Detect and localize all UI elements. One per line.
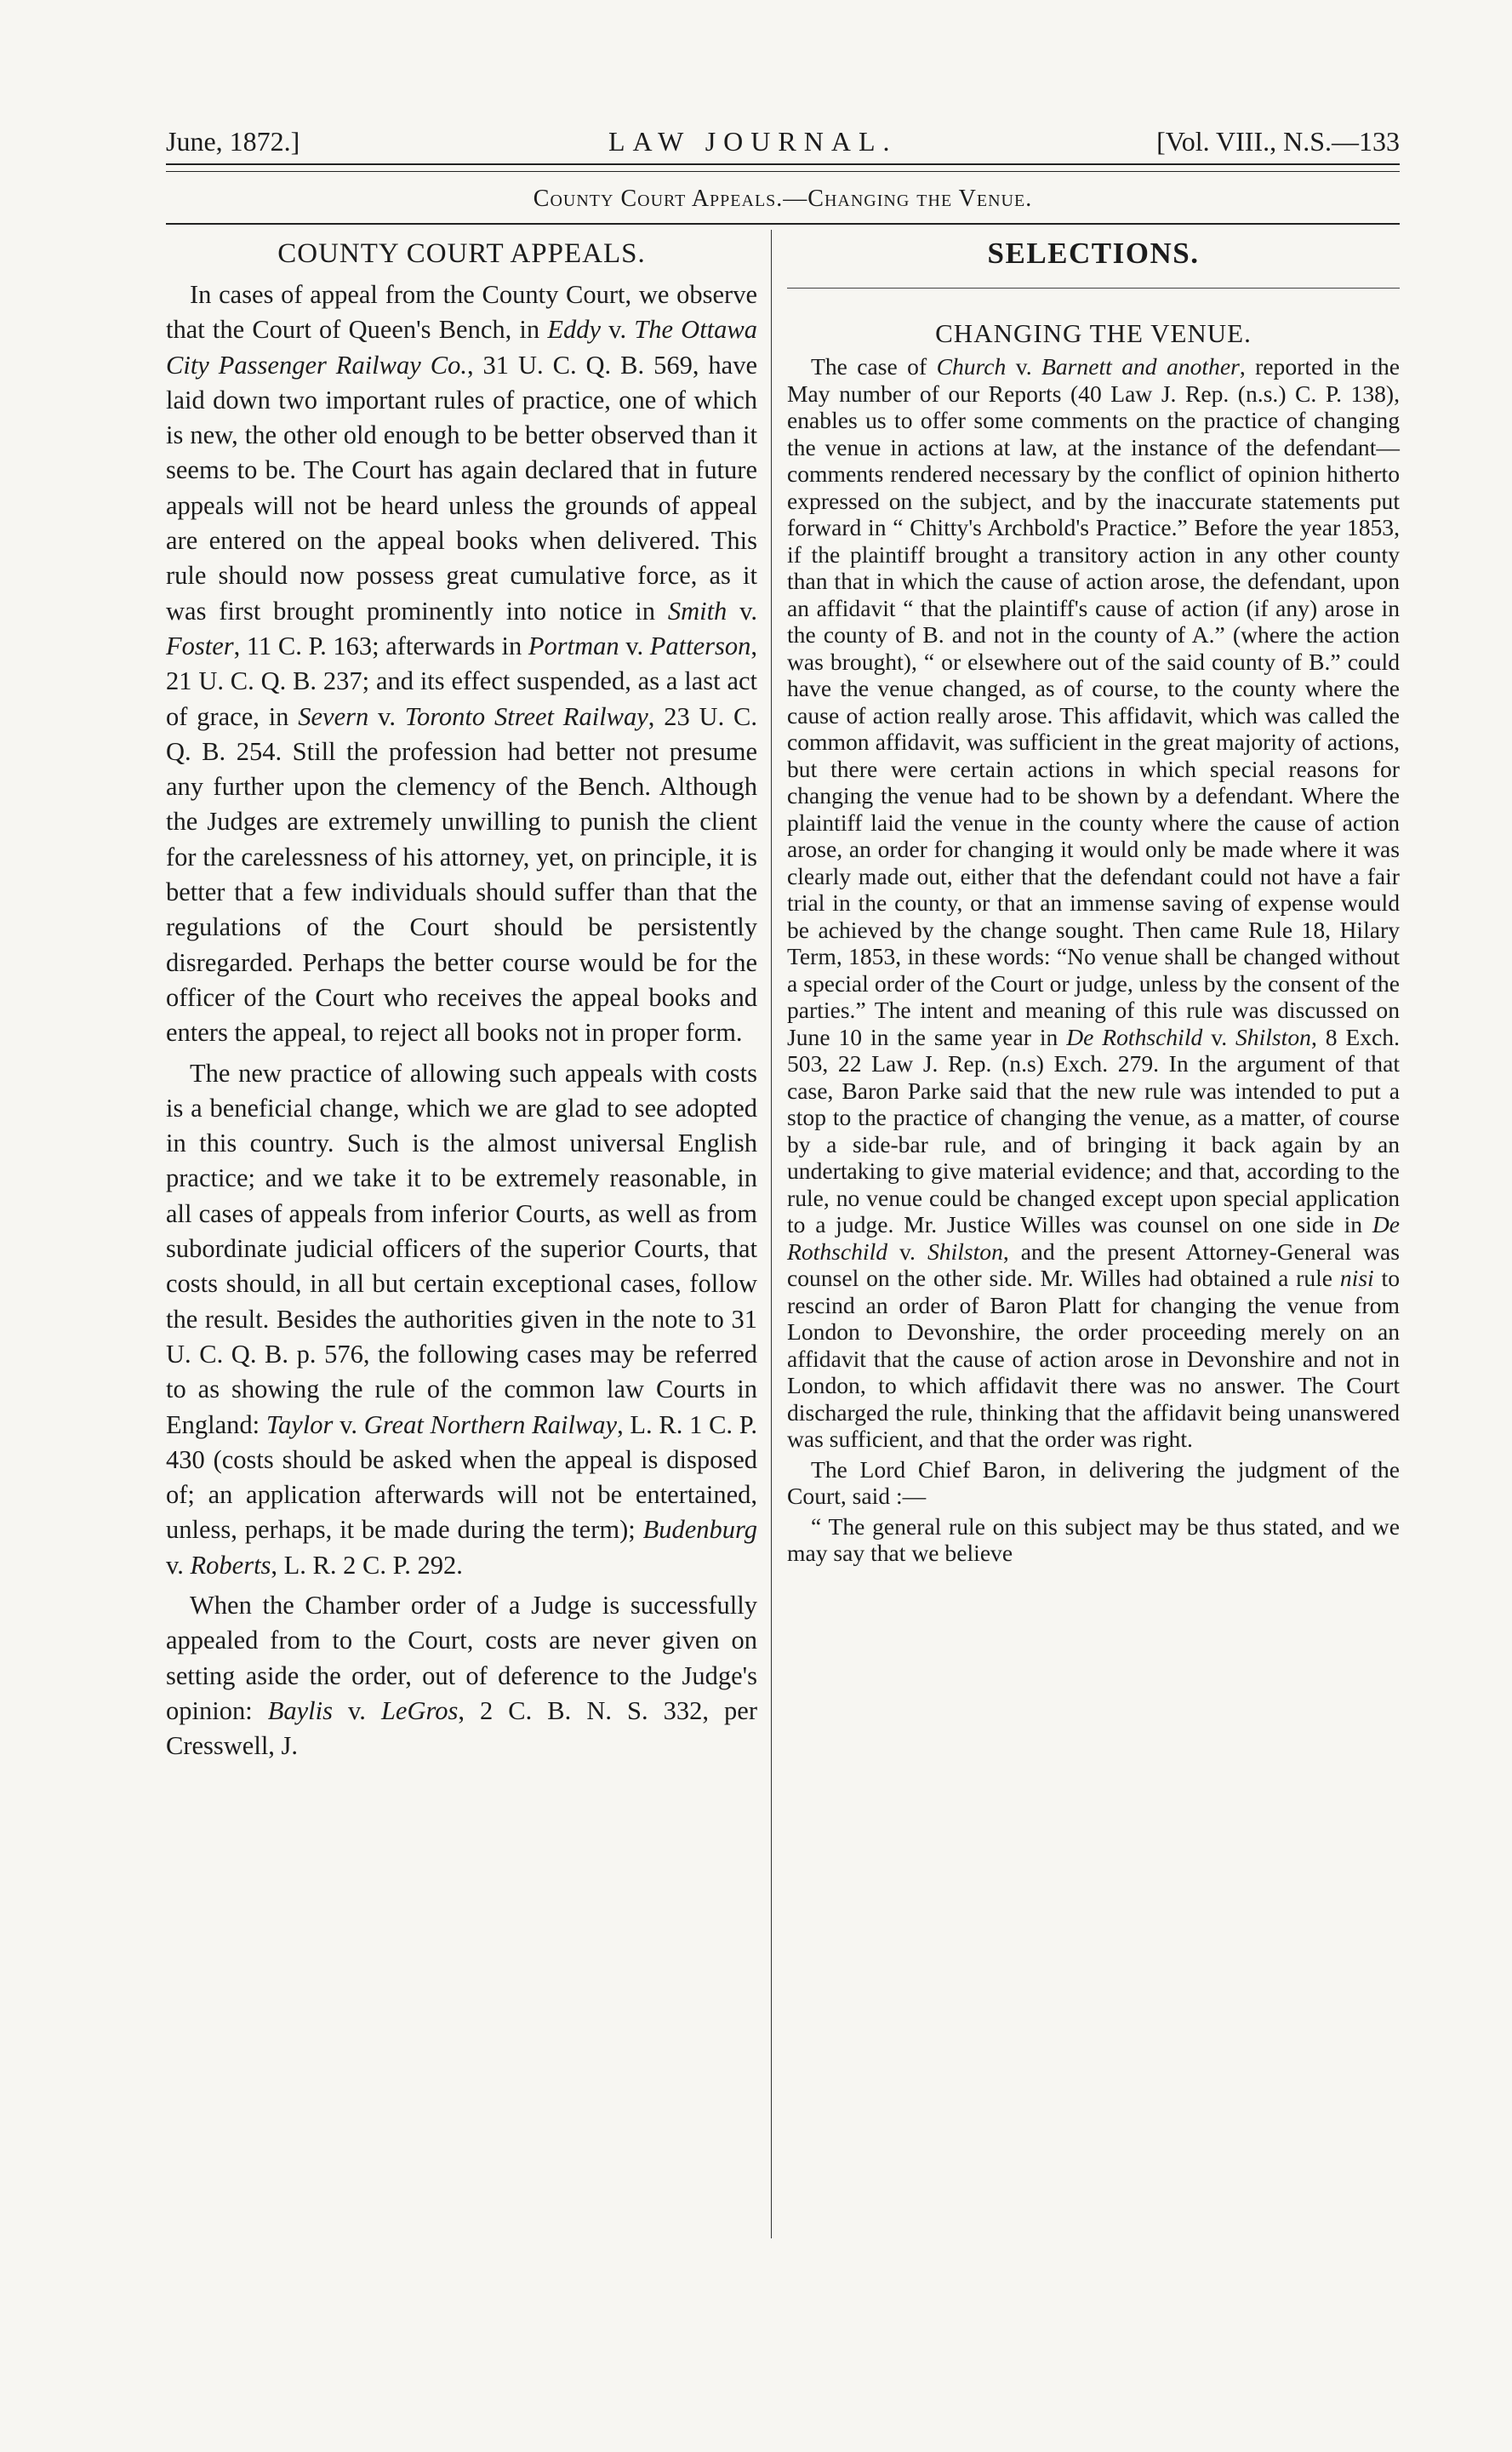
page-date: June, 1872.]	[166, 126, 300, 157]
paragraph: The case of Church v. Barnett and another, reported in the May number of our Reports (40 Law J. Rep. (n.s.) C. P. 138), enables us to offer some comments on the practice of changing the venue in actions at law, at the instance of the defendant—comments rendered necessary by the conflict of opinion hitherto expressed on the subject, and by the inaccurate statements put forward in “ Chitty's Archbold's Practice.” Before the year 1853, if the plaintiff brought a transitory action in any other county than that in which the cause of action arose, the defendant, upon an affidavit “ that the plaintiff's cause of action (if any) arose in the county of B. and not in the county of A.” (where the action was brought), “ or elsewhere out of the said county of B.” could have the venue changed, as of course, to the county where the cause of action really arose. This affidavit, which was called the common affidavit, was sufficient in the great majority of actions, but there were certain actions in which special reasons for changing the venue had to be shown by a defendant. Where the plaintiff laid the venue in the county where the cause of action arose, an order for changing it would only be made where it was clearly made out, either that the defendant could not have a fair trial in the county, or that an immense saving of expense would be achieved by the change sought. Then came Rule 18, Hilary Term, 1853, in these words: “No venue shall be changed without a special order of the Court or judge, unless by the consent of the parties.” The intent and meaning of this rule was discussed on June 10 in the same year in De Rothschild v. Shilston, 8 Exch. 503, 22 Law J. Rep. (n.s) Exch. 279. In the argument of that case, Baron Parke said that the new rule was intended to put a stop to the practice of changing the venue, as a matter, of course by a side-bar rule, and of bringing it back again by an undertaking to give material evidence; and that, according to the rule, no venue could be changed except upon special application to a judge. Mr. Justice Willes was counsel on one side in De Rothschild v. Shilston, and the present Attorney-General was counsel on the other side. Mr. Willes had obtained a rule nisi to rescind an order of Baron Platt for changing the venue from London to Devonshire, the order proceeding merely on an affidavit that the cause of action arose in Devonshire and not in London, to which affidavit there was no answer. The Court discharged the rule, thinking that the affidavit being unanswered was sufficient, and that the order was right.	[787, 353, 1401, 1452]
section-heading-selections: SELECTIONS.	[987, 237, 1200, 270]
left-column	[166, 231, 757, 1763]
paragraph: When the Chamber order of a Judge is successfully appealed from to the Court, costs are never given on setting aside the order, out of deference to the Judge's opinion: Baylis v. LeGros, 2 C. B. N. S. 332, per Cresswell, J.	[166, 1590, 757, 1761]
paragraph: In cases of appeal from the County Court, we observe that the Court of Queen's Bench, in Eddy v. The Ottawa City Passenger Railway Co., 31 U. C. Q. B. 569, have laid down two important rules of practice, one of which is new, the other old enough to be better observed than it seems to be. The Court has again declared that in future appeals will not be heard unless the grounds of appeal are entered on the appeal books when delivered. This rule should now possess great cumulative force, as it was first brought prominently into notice in Smith v. Foster, 11 C. P. 163; afterwards in Portman v. Patterson, 21 U. C. Q. B. 237; and its effect suspended, as a last act of grace, in Severn v. Toronto Street Railway, 23 U. C. Q. B. 254. Still the profession had better not presume any further upon the clemency of the Bench. Although the Judges are extremely unwilling to punish the client for the carelessness of his attorney, yet, on principle, it is better that a few individuals should suffer than that the regulations of the Court should be persistently disregarded. Perhaps the better course would be for the officer of the Court who receives the appeal books and enters the appeal, to reject all books not in proper form.	[166, 280, 757, 1048]
paragraph: “ The general rule on this subject may be thus stated, and we may say that we believe	[787, 1512, 1400, 1566]
heading-rule	[787, 288, 1400, 289]
article-heading-county-court-appeals: COUNTY COURT APPEALS.	[277, 238, 646, 269]
paragraph: The Lord Chief Baron, in delivering the judgment of the Court, said :—	[787, 1455, 1400, 1509]
header-rule	[166, 163, 1400, 172]
column-divider	[771, 230, 772, 2238]
volume-page-number: [Vol. VIII., N.S.—133	[1156, 126, 1400, 157]
paragraph: The new practice of allowing such appeals with costs is a beneficial change, which we are glad to see adopted in this country. Such is the almost universal English practice; and we take it to be extremely reasonable, in all cases of appeals from inferior Courts, as well as from subordinate judicial officers of the superior Courts, that costs should, in all but certain exceptional cases, follow the result. Besides the authorities given in the note to 31 U. C. Q. B. p. 576, the following cases may be referred to as showing the rule of the common law Courts in England: Taylor v. Great Northern Railway, L. R. 1 C. P. 430 (costs should be asked when the appeal is disposed of; an application afterwards will not be entertained, unless, perhaps, it be made during the term); Budenburg v. Roberts, L. R. 2 C. P. 292.	[166, 1058, 757, 1580]
journal-title: LAW JOURNAL.	[608, 126, 898, 157]
running-head	[166, 126, 1400, 160]
right-column	[787, 231, 1400, 1567]
article-heading-changing-the-venue: CHANGING THE VENUE.	[935, 318, 1252, 348]
section-rule	[166, 223, 1400, 225]
section-title: County Court Appeals.—Changing the Venue.	[533, 186, 1033, 212]
